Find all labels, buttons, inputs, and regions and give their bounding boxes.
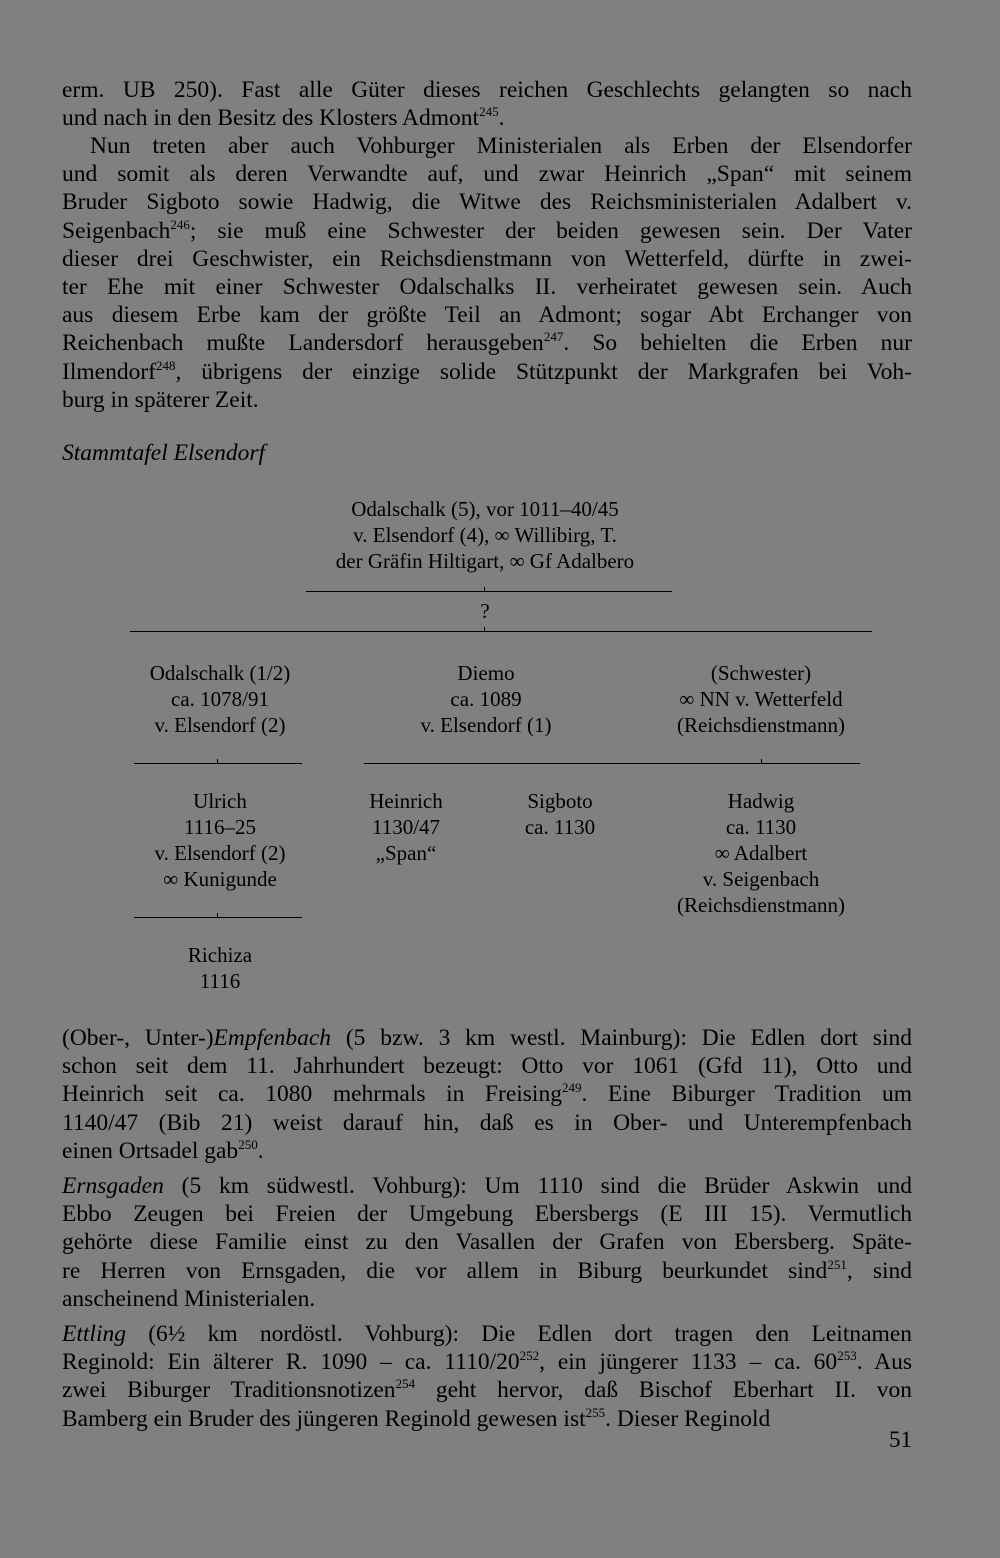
tree-node-diemo: Diemo ca. 1089 v. Elsendorf (1) xyxy=(420,661,552,737)
text-line: Ettling (6½ km nordöstl. Vohburg): Die Edlen dort tragen den Leitnamen xyxy=(62,1321,912,1347)
text-line: einen Ortsadel gab$^{250}$. xyxy=(62,1136,264,1164)
tree-node-hadwig: Hadwig ca. 1130 ∞ Adalbert v. Seigenbach (Reichsdienstmann) xyxy=(677,789,845,917)
paragraph-ernsgaden xyxy=(62,1172,912,1313)
tree-node-richiza: Richiza 1116 xyxy=(187,943,253,993)
text-line: zwei Biburger Traditionsnotizen$^{254}$ geht hervor, daß Bischof Eberhart II. von xyxy=(62,1376,913,1404)
text-line: burg in späterer Zeit. xyxy=(62,386,259,413)
text-line: re Herren von Ernsgaden, die vor allem in Biburg beurkundet sind$^{251}$, sind xyxy=(62,1256,912,1284)
paragraph-ettling xyxy=(62,1320,912,1433)
text-line: Ebbo Zeugen bei Freien der Umgebung Ebersbergs (E III 15). Vermutlich xyxy=(62,1201,912,1228)
text-line: aus diesem Erbe kam der größte Teil an Admont; sogar Abt Erchanger von xyxy=(62,302,912,329)
text-line: Reichenbach mußte Landersdorf herausgeben$^{247}$. So behielten die Erben nur xyxy=(62,329,912,357)
family-tree-caption: Stammtafel Elsendorf xyxy=(62,440,265,466)
text-line: ter Ehe mit einer Schwester Odalschalks II. verheiratet gewesen sein. Auch xyxy=(62,274,912,301)
tree-line-odalschalk-children xyxy=(134,763,302,764)
tree-line-ulrich-children xyxy=(134,917,302,918)
text-line: anscheinend Ministerialen. xyxy=(62,1285,316,1312)
text-line: (Ober-, Unter-)Empfenbach (5 bzw. 3 km westl. Mainburg): Die Edlen dort sind xyxy=(62,1025,912,1051)
tree-node-sigboto: Sigboto ca. 1130 xyxy=(524,789,596,839)
text-line: Bamberg ein Bruder des jüngeren Reginold gewesen ist$^{255}$. Dieser Reginold xyxy=(62,1404,771,1432)
text-line: 1140/47 (Bib 21) weist darauf hin, daß es in Ober- und Unterempfenbach xyxy=(62,1109,912,1136)
tree-node-odalschalk: Odalschalk (1/2) ca. 1078/91 v. Elsendorf (2) xyxy=(149,661,291,737)
tree-node-ulrich: Ulrich 1116–25 v. Elsendorf (2) ∞ Kunigunde xyxy=(154,789,286,891)
text-line: erm. UB 250). Fast alle Güter dieses reichen Geschlechts gelangten so nach xyxy=(62,77,912,103)
text-line: gehörte diese Familie einst zu den Vasallen der Grafen von Ebersberg. Späte- xyxy=(62,1229,912,1256)
text-line: Bruder Sigboto sowie Hadwig, die Witwe des Reichsministerialen Adalbert v. xyxy=(62,189,912,216)
text-line: Nun treten aber auch Vohburger Ministerialen als Erben der Elsendorfer xyxy=(90,133,912,159)
tree-line-root xyxy=(306,591,672,592)
text-line: Heinrich seit ca. 1080 mehrmals in Freising$^{249}$. Eine Biburger Tradition um xyxy=(62,1080,913,1108)
page-number: 51 xyxy=(889,1427,912,1452)
paragraph-empfenbach xyxy=(62,1024,912,1165)
tree-node-root: Odalschalk (5), vor 1011–40/45 v. Elsendorf (4), ∞ Willibirg, T. der Gräfin Hiltigart, ∞ Gf Adalbero xyxy=(335,497,635,573)
text-line: dieser drei Geschwister, ein Reichsdienstmann von Wetterfeld, dürfte in zwei- xyxy=(62,245,912,272)
text-line: Ernsgaden (5 km südwestl. Vohburg): Um 1110 sind die Brüder Askwin und xyxy=(62,1173,912,1199)
text-line: und somit als deren Verwandte auf, und zwar Heinrich „Span“ mit seinem xyxy=(62,161,912,188)
text-line: Reginold: Ein älterer R. 1090 – ca. $1110/20^{252}$, ein jüngerer 1133 – ca. $60^{253}$. Aus xyxy=(62,1348,912,1376)
text-line: Ilmendorf$^{248}$, übrigens der einzige solide Stützpunkt der Markgrafen bei Voh- xyxy=(62,357,912,385)
text-line: und nach in den Besitz des Klosters Admont$^{245}$. xyxy=(62,104,505,132)
text-line: Seigenbach$^{246}$; sie muß eine Schwester der beiden gewesen sein. Der Vater xyxy=(62,216,912,244)
tree-line-siblings xyxy=(130,631,872,632)
tree-node-heinrich: Heinrich 1130/47 „Span“ xyxy=(369,789,443,865)
tree-node-unknown: ? xyxy=(480,599,490,623)
tree-node-schwester: (Schwester) ∞ NN v. Wetterfeld (Reichsdienstmann) xyxy=(677,661,845,737)
text-line: schon seit dem 11. Jahrhundert bezeugt: Otto vor 1061 (Gfd 11), Otto und xyxy=(62,1053,912,1080)
tree-line-wetterfeld-children xyxy=(364,763,860,764)
